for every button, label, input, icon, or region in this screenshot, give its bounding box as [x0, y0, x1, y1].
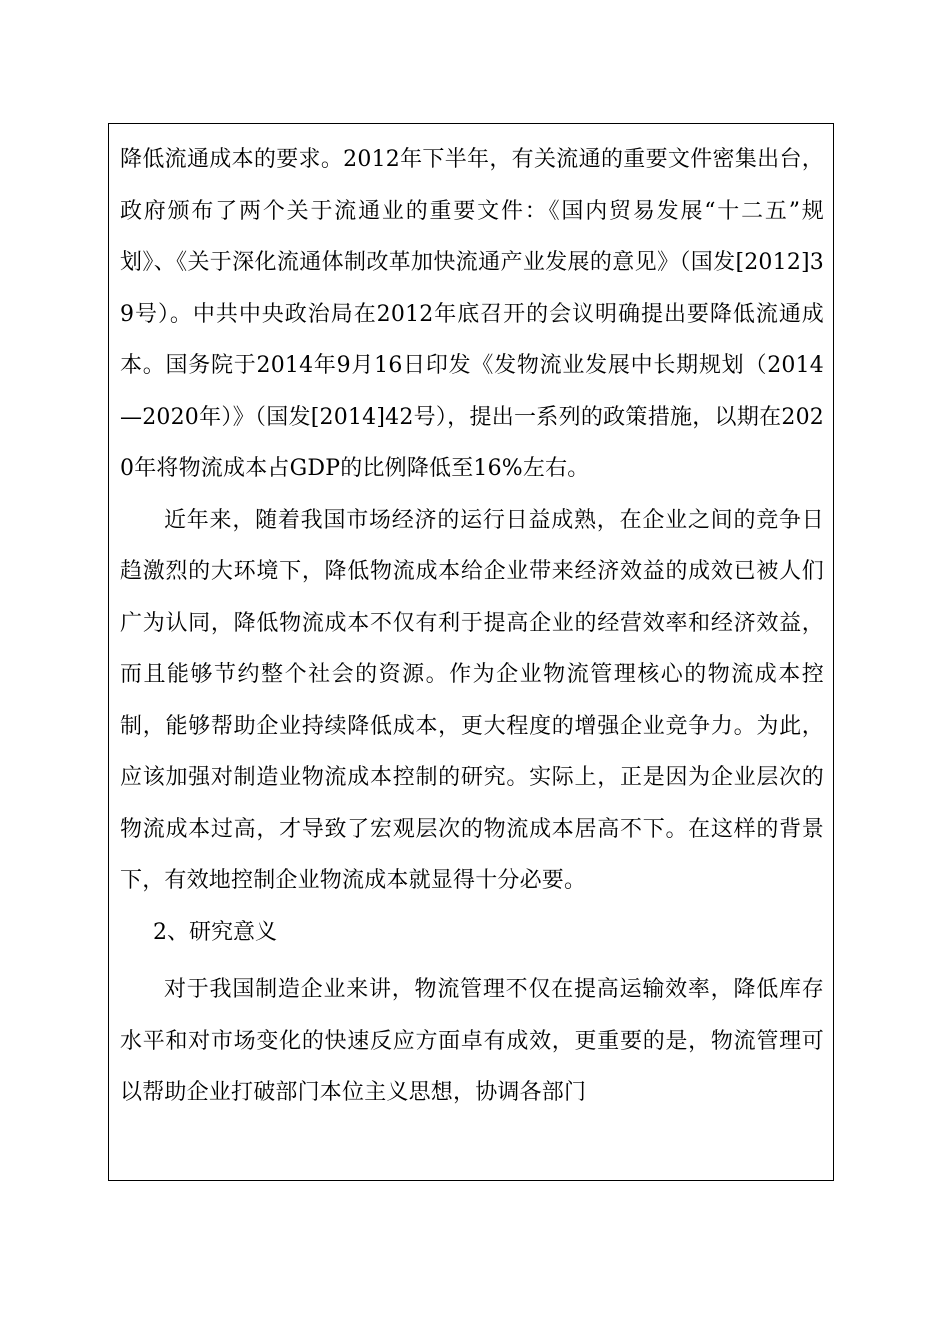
- section-heading-research-significance: 2、研究意义: [153, 919, 277, 945]
- paragraph-policy-background: 降低流通成本的要求。2012年下半年，有关流通的重要文件密集出台，政府颁布了两个关于流通业的重要文件：《国内贸易发展“十二五”规划》、《关于深化流通体制改革加快流通产业发展的意见》（国发[2012]39号）。中共中央政治局在2012年底召开的会议明确提出要降低流通成本。国务院于2014年9月16日印发《发物流业发展中长期规划（2014—2020年）》（国发[2014]42号），提出一系列的政策措施，以期在2020年将物流成本占GDP的比例降低至16%左右。: [120, 147, 824, 481]
- document-body: [120, 134, 824, 1119]
- paragraph-research-significance: 对于我国制造企业来讲，物流管理不仅在提高运输效率，降低库存水平和对市场变化的快速反应方面卓有成效，更重要的是，物流管理可以帮助企业打破部门本位主义思想，协调各部门: [120, 977, 824, 1105]
- paragraph-cost-control: 近年来，随着我国市场经济的运行日益成熟，在企业之间的竞争日趋激烈的大环境下，降低物流成本给企业带来经济效益的成效已被人们广为认同，降低物流成本不仅有利于提高企业的经营效率和经济效益，而且能够节约整个社会的资源。作为企业物流管理核心的物流成本控制，能够帮助企业持续降低成本，更大程度的增强企业竞争力。为此，应该加强对制造业物流成本控制的研究。实际上，正是因为企业层次的物流成本过高，才导致了宏观层次的物流成本居高不下。在这样的背景下，有效地控制企业物流成本就显得十分必要。: [120, 507, 824, 893]
- document-table-cell: [108, 123, 834, 1181]
